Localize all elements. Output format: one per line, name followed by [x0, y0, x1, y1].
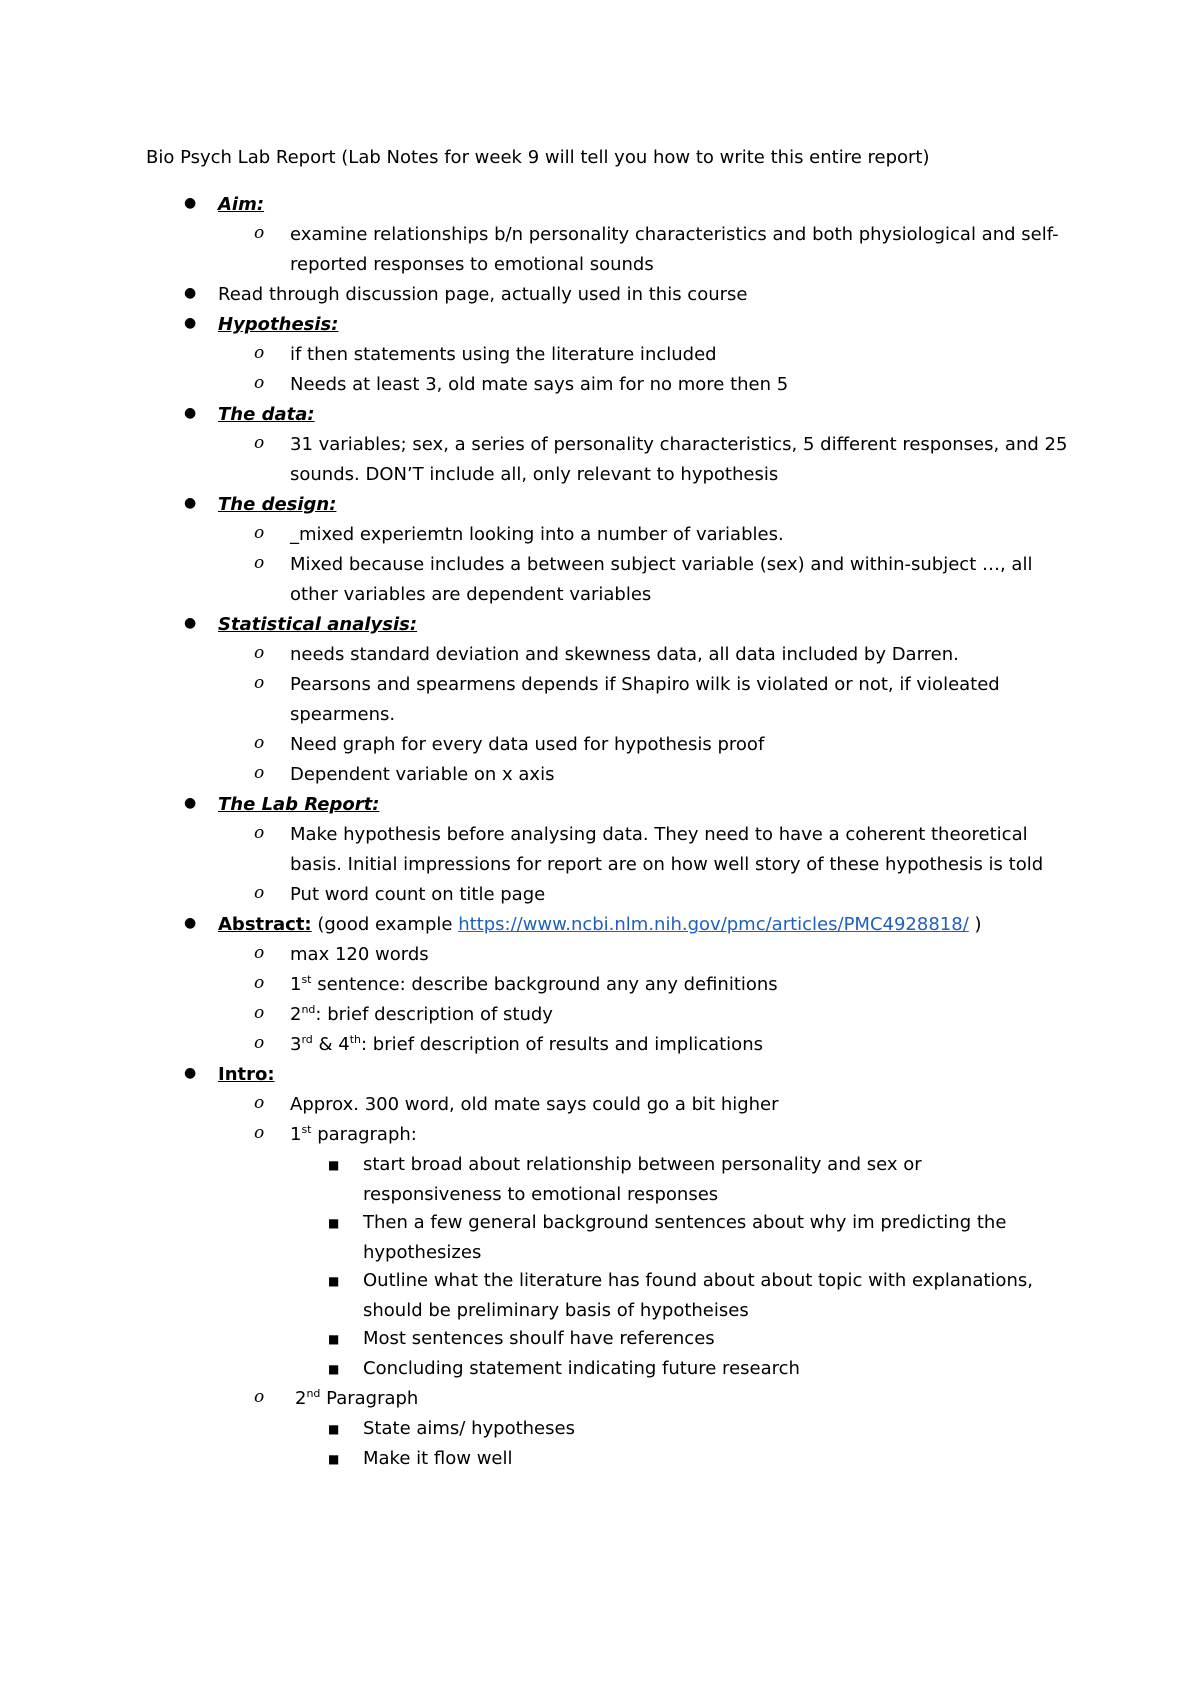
abstract-pre-link: (good example	[311, 914, 459, 935]
sub-marker: o	[254, 673, 265, 693]
hypothesis-item: Needs at least 3, old mate says aim for no more then 5	[290, 374, 789, 395]
abstract-item-mid: & 4	[312, 1034, 350, 1055]
sub-marker: o	[254, 1003, 265, 1023]
lab-report-heading: The Lab Report:	[218, 794, 380, 815]
hypothesis-heading: Hypothesis:	[218, 314, 339, 335]
subsub-marker: ■	[328, 1274, 340, 1288]
aim-heading: Aim:	[218, 194, 265, 215]
intro-heading: Intro:	[218, 1064, 275, 1085]
sub-marker: o	[254, 433, 265, 453]
abstract-item	[290, 1034, 763, 1056]
data-heading: The data:	[218, 404, 315, 425]
sub-marker: o	[254, 343, 265, 363]
intro-p1-item: Outline what the literature has found about about topic with explanations,	[363, 1270, 1033, 1291]
intro-p2-item: Make it flow well	[363, 1448, 513, 1469]
lab-report-item: Put word count on title page	[290, 884, 546, 905]
subsub-marker: ■	[328, 1158, 340, 1172]
subsub-marker: ■	[328, 1216, 340, 1230]
sub-marker: o	[254, 373, 265, 393]
bullet-marker: ●	[184, 1065, 197, 1081]
sub-marker: o	[254, 733, 265, 753]
bullet-marker: ●	[184, 495, 197, 511]
example-link[interactable]: https://www.ncbi.nlm.nih.gov/pmc/articles/PMC4928818/	[458, 914, 969, 935]
sub-marker: o	[254, 553, 265, 573]
intro-p2-item: State aims/ hypotheses	[363, 1418, 575, 1439]
ordinal-number: 2	[295, 1388, 307, 1409]
sub-marker: o	[254, 223, 265, 243]
bullet-marker: ●	[184, 795, 197, 811]
abstract-item-text: : brief description of results and implications	[361, 1034, 763, 1055]
abstract-item	[290, 1004, 553, 1026]
abstract-item-text: : brief description of study	[315, 1004, 553, 1025]
intro-p1-item: start broad about relationship between personality and sex or	[363, 1154, 922, 1175]
bullet-marker: ●	[184, 195, 197, 211]
ordinal-number: 1	[290, 1124, 302, 1145]
lab-report-item: Make hypothesis before analysing data. They need to have a coherent theoretical	[290, 824, 1028, 845]
sub-marker: o	[254, 523, 265, 543]
ordinal-number: 2	[290, 1004, 302, 1025]
sub-marker: o	[254, 1093, 265, 1113]
lab-report-item-cont: basis. Initial impressions for report are on how well story of these hypothesis is told	[290, 854, 1044, 875]
subsub-marker: ■	[328, 1362, 340, 1376]
bullet-marker: ●	[184, 615, 197, 631]
design-item: Mixed because includes a between subject variable (sex) and within-subject …, all	[290, 554, 1033, 575]
stats-item: Pearsons and spearmens depends if Shapiro wilk is violated or not, if violeated	[290, 674, 1000, 695]
aim-item: examine relationships b/n personality characteristics and both physiological and self-	[290, 224, 1059, 245]
intro-paragraph-label-text: Paragraph	[320, 1388, 419, 1409]
intro-p1-item: Concluding statement indicating future research	[363, 1358, 800, 1379]
ordinal-suffix: rd	[301, 1033, 313, 1046]
sub-marker: o	[254, 883, 265, 903]
intro-p1-item: Then a few general background sentences about why im predicting the	[363, 1212, 1007, 1233]
ordinal-number: 3	[290, 1034, 302, 1055]
design-heading: The design:	[218, 494, 337, 515]
ordinal-suffix: th	[349, 1033, 361, 1046]
abstract-item: max 120 words	[290, 944, 429, 965]
ordinal-number: 1	[290, 974, 302, 995]
ordinal-suffix: nd	[306, 1387, 321, 1400]
bullet-marker: ●	[184, 405, 197, 421]
ordinal-suffix: st	[301, 1123, 312, 1136]
abstract-post-link: )	[968, 914, 982, 935]
abstract-item-text: sentence: describe background any any definitions	[311, 974, 778, 995]
intro-p1-item-cont: should be preliminary basis of hypotheises	[363, 1300, 749, 1321]
ordinal-suffix: st	[301, 973, 312, 986]
abstract-heading: Abstract:	[218, 914, 312, 935]
stats-item: Dependent variable on x axis	[290, 764, 555, 785]
read-through-note: Read through discussion page, actually used in this course	[218, 284, 748, 305]
sub-marker: o	[254, 763, 265, 783]
subsub-marker: ■	[328, 1452, 340, 1466]
sub-marker: o	[254, 643, 265, 663]
intro-p1-item: Most sentences shoulf have references	[363, 1328, 715, 1349]
sub-marker: o	[254, 1123, 265, 1143]
sub-marker: o	[254, 1033, 265, 1053]
stats-item: Need graph for every data used for hypothesis proof	[290, 734, 765, 755]
stats-item-cont: spearmens.	[290, 704, 396, 725]
intro-paragraph-2-label	[295, 1388, 418, 1410]
bullet-marker: ●	[184, 315, 197, 331]
design-item: _mixed experiemtn looking into a number of variables.	[290, 524, 784, 545]
sub-marker: o	[254, 943, 265, 963]
stats-item: needs standard deviation and skewness data, all data included by Darren.	[290, 644, 959, 665]
intro-paragraph-1-label	[290, 1124, 417, 1146]
abstract-line	[218, 914, 982, 936]
stats-heading: Statistical analysis:	[218, 614, 418, 635]
intro-p1-item-cont: hypothesizes	[363, 1242, 482, 1263]
intro-paragraph-label-text: paragraph:	[311, 1124, 417, 1145]
sub-marker: o	[254, 823, 265, 843]
subsub-marker: ■	[328, 1422, 340, 1436]
aim-item-cont: reported responses to emotional sounds	[290, 254, 654, 275]
sub-marker: o	[254, 1387, 265, 1407]
bullet-marker: ●	[184, 915, 197, 931]
bullet-marker: ●	[184, 285, 197, 301]
design-item-cont: other variables are dependent variables	[290, 584, 652, 605]
intro-p1-item-cont: responsiveness to emotional responses	[363, 1184, 719, 1205]
ordinal-suffix: nd	[301, 1003, 316, 1016]
subsub-marker: ■	[328, 1332, 340, 1346]
sub-marker: o	[254, 973, 265, 993]
data-item: 31 variables; sex, a series of personality characteristics, 5 different responses, and 25	[290, 434, 1068, 455]
abstract-item	[290, 974, 778, 996]
intro-item: Approx. 300 word, old mate says could go a bit higher	[290, 1094, 779, 1115]
page-title: Bio Psych Lab Report (Lab Notes for week 9 will tell you how to write this entire report)	[146, 147, 930, 168]
hypothesis-item: if then statements using the literature included	[290, 344, 717, 365]
data-item-cont: sounds. DON’T include all, only relevant to hypothesis	[290, 464, 779, 485]
